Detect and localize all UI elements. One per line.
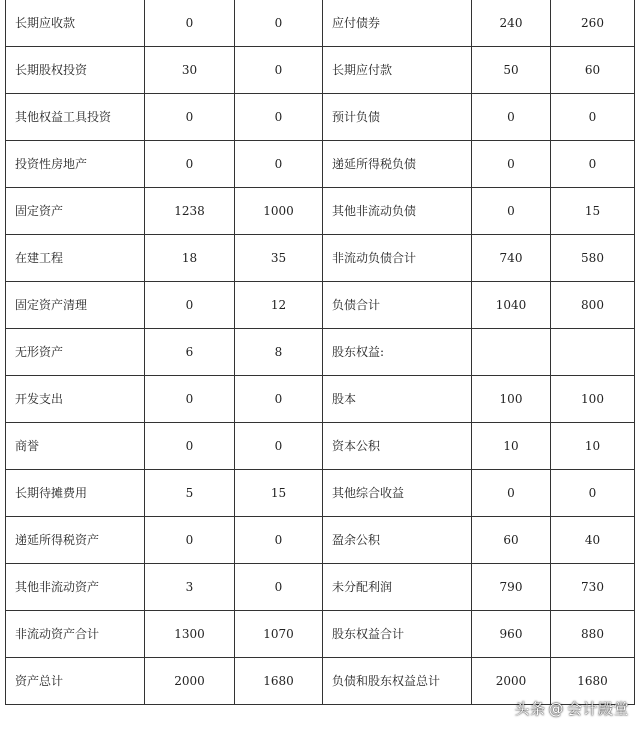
liability-equity-item-label: 盈余公积 xyxy=(323,517,472,564)
table-row xyxy=(6,564,635,611)
asset-prior-value: 12 xyxy=(235,282,323,329)
table-row xyxy=(6,470,635,517)
asset-prior-value: 0 xyxy=(235,94,323,141)
table-row xyxy=(6,235,635,282)
asset-current-value: 6 xyxy=(145,329,235,376)
liability-equity-current-value: 240 xyxy=(472,0,551,47)
asset-current-value: 2000 xyxy=(145,658,235,705)
asset-current-value: 30 xyxy=(145,47,235,94)
asset-item-label: 资产总计 xyxy=(6,658,145,705)
asset-current-value: 0 xyxy=(145,141,235,188)
asset-item-label: 其他权益工具投资 xyxy=(6,94,145,141)
liability-equity-prior-value: 1680 xyxy=(551,658,635,705)
table-row xyxy=(6,329,635,376)
watermark-account: 会计殿堂 xyxy=(566,700,629,718)
liability-equity-item-label: 未分配利润 xyxy=(323,564,472,611)
asset-item-label: 无形资产 xyxy=(6,329,145,376)
asset-current-value: 1238 xyxy=(145,188,235,235)
asset-prior-value: 0 xyxy=(235,423,323,470)
liability-equity-prior-value: 60 xyxy=(551,47,635,94)
liability-equity-prior-value: 10 xyxy=(551,423,635,470)
asset-item-label: 递延所得税资产 xyxy=(6,517,145,564)
liability-equity-current-value: 960 xyxy=(472,611,551,658)
asset-item-label: 长期股权投资 xyxy=(6,47,145,94)
asset-current-value: 1300 xyxy=(145,611,235,658)
liability-equity-prior-value: 0 xyxy=(551,141,635,188)
asset-current-value: 0 xyxy=(145,423,235,470)
liability-equity-current-value: 1040 xyxy=(472,282,551,329)
liability-equity-item-label: 股东权益合计 xyxy=(323,611,472,658)
liability-equity-prior-value: 800 xyxy=(551,282,635,329)
table-row xyxy=(6,423,635,470)
liability-equity-prior-value: 260 xyxy=(551,0,635,47)
liability-equity-current-value: 0 xyxy=(472,94,551,141)
liability-equity-item-label: 递延所得税负债 xyxy=(323,141,472,188)
liability-equity-current-value: 10 xyxy=(472,423,551,470)
watermark-at-symbol: @ xyxy=(548,699,564,718)
asset-prior-value: 0 xyxy=(235,47,323,94)
liability-equity-item-label: 预计负债 xyxy=(323,94,472,141)
asset-item-label: 其他非流动资产 xyxy=(6,564,145,611)
asset-item-label: 非流动资产合计 xyxy=(6,611,145,658)
table-row xyxy=(6,47,635,94)
asset-item-label: 长期应收款 xyxy=(6,0,145,47)
table-row xyxy=(6,376,635,423)
asset-item-label: 长期待摊费用 xyxy=(6,470,145,517)
table-row xyxy=(6,188,635,235)
asset-item-label: 固定资产清理 xyxy=(6,282,145,329)
table-row xyxy=(6,0,635,47)
liability-equity-current-value: 740 xyxy=(472,235,551,282)
liability-equity-prior-value: 0 xyxy=(551,94,635,141)
liability-equity-item-label: 负债和股东权益总计 xyxy=(323,658,472,705)
asset-prior-value: 15 xyxy=(235,470,323,517)
asset-item-label: 在建工程 xyxy=(6,235,145,282)
asset-prior-value: 0 xyxy=(235,141,323,188)
liability-equity-item-label: 负债合计 xyxy=(323,282,472,329)
asset-current-value: 18 xyxy=(145,235,235,282)
asset-prior-value: 1680 xyxy=(235,658,323,705)
liability-equity-prior-value: 15 xyxy=(551,188,635,235)
table-row xyxy=(6,517,635,564)
asset-current-value: 3 xyxy=(145,564,235,611)
liability-equity-current-value: 60 xyxy=(472,517,551,564)
asset-current-value: 0 xyxy=(145,0,235,47)
asset-current-value: 5 xyxy=(145,470,235,517)
liability-equity-current-value: 0 xyxy=(472,141,551,188)
table-row xyxy=(6,282,635,329)
liability-equity-current-value: 0 xyxy=(472,188,551,235)
asset-current-value: 0 xyxy=(145,282,235,329)
table-row xyxy=(6,94,635,141)
asset-prior-value: 8 xyxy=(235,329,323,376)
liability-equity-item-label: 长期应付款 xyxy=(323,47,472,94)
liability-equity-prior-value: 40 xyxy=(551,517,635,564)
liability-equity-current-value: 50 xyxy=(472,47,551,94)
liability-equity-item-label: 资本公积 xyxy=(323,423,472,470)
table-row xyxy=(6,611,635,658)
asset-prior-value: 1070 xyxy=(235,611,323,658)
asset-item-label: 商誉 xyxy=(6,423,145,470)
liability-equity-prior-value: 0 xyxy=(551,470,635,517)
asset-current-value: 0 xyxy=(145,376,235,423)
balance-sheet-body xyxy=(6,0,635,705)
liability-equity-prior-value xyxy=(551,329,635,376)
liability-equity-current-value: 0 xyxy=(472,470,551,517)
liability-equity-item-label: 应付债券 xyxy=(323,0,472,47)
table-row xyxy=(6,141,635,188)
asset-item-label: 固定资产 xyxy=(6,188,145,235)
asset-prior-value: 1000 xyxy=(235,188,323,235)
liability-equity-item-label: 其他综合收益 xyxy=(323,470,472,517)
asset-current-value: 0 xyxy=(145,517,235,564)
asset-current-value: 0 xyxy=(145,94,235,141)
asset-prior-value: 0 xyxy=(235,0,323,47)
watermark-source: 头条 xyxy=(514,700,546,718)
liability-equity-prior-value: 100 xyxy=(551,376,635,423)
liability-equity-prior-value: 580 xyxy=(551,235,635,282)
liability-equity-item-label: 股本 xyxy=(323,376,472,423)
balance-sheet-table xyxy=(5,0,635,705)
watermark xyxy=(514,698,629,719)
asset-item-label: 开发支出 xyxy=(6,376,145,423)
liability-equity-item-label: 其他非流动负债 xyxy=(323,188,472,235)
liability-equity-current-value: 100 xyxy=(472,376,551,423)
liability-equity-prior-value: 880 xyxy=(551,611,635,658)
liability-equity-current-value: 790 xyxy=(472,564,551,611)
asset-prior-value: 0 xyxy=(235,564,323,611)
liability-equity-current-value: 2000 xyxy=(472,658,551,705)
asset-prior-value: 0 xyxy=(235,376,323,423)
asset-prior-value: 35 xyxy=(235,235,323,282)
liability-equity-prior-value: 730 xyxy=(551,564,635,611)
asset-item-label: 投资性房地产 xyxy=(6,141,145,188)
asset-prior-value: 0 xyxy=(235,517,323,564)
liability-equity-item-label: 非流动负债合计 xyxy=(323,235,472,282)
liability-equity-current-value xyxy=(472,329,551,376)
liability-equity-item-label: 股东权益: xyxy=(323,329,472,376)
